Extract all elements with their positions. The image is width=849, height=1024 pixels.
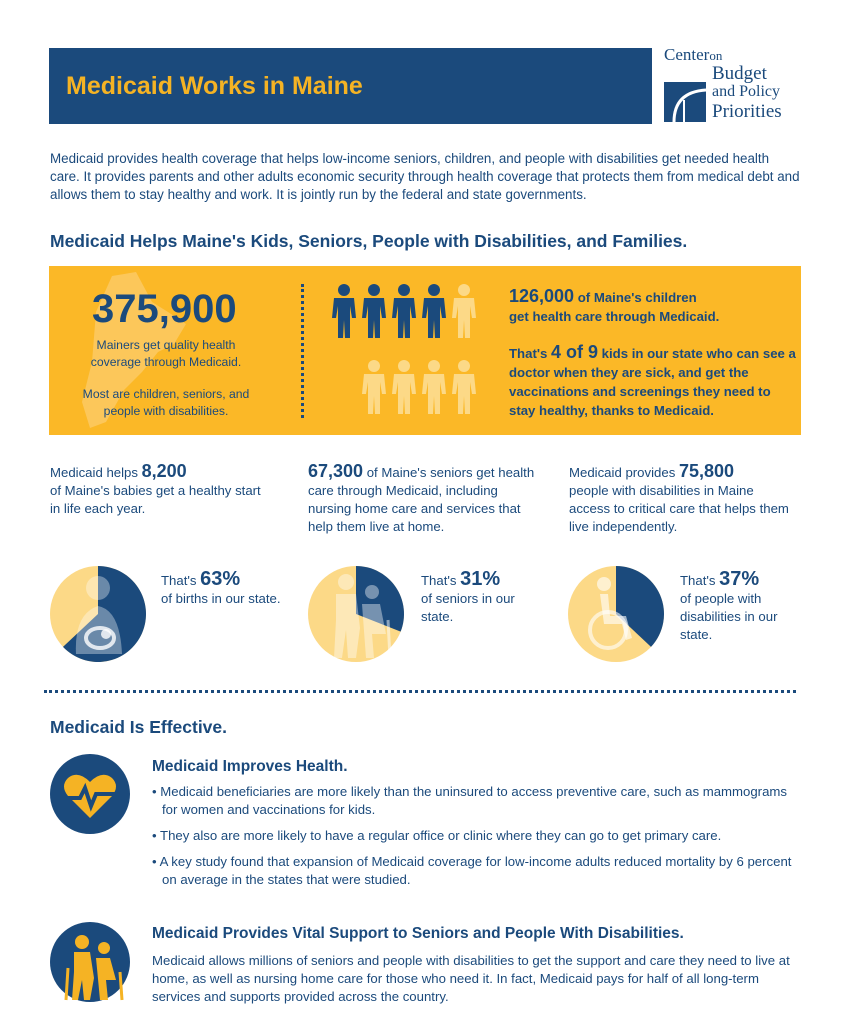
logo-line-1: Centeron (664, 45, 723, 64)
babies-number: 8,200 (141, 461, 187, 481)
disabilities-number: 75,800 (678, 461, 735, 481)
mother-baby-icon (66, 574, 130, 658)
children-number: 126,000 (509, 286, 575, 306)
page-title: Medicaid Works in Maine (66, 72, 363, 100)
child-figure-icon (332, 284, 356, 338)
child-figure-icon (452, 284, 476, 338)
seniors-text: 67,300 of Maine's seniors get health care through Medicaid, including nursing home care and services that help them live at home. (308, 461, 535, 534)
children-figures (328, 284, 480, 418)
babies-text: Medicaid helps 8,200 of Maine's babies get a healthy start in life each year. (50, 461, 261, 516)
heart-pulse-icon (50, 754, 130, 834)
disabilities-percent: 37% (719, 568, 760, 590)
logo-swirl-icon (664, 82, 706, 122)
section-heading-helps: Medicaid Helps Maine's Kids, Seniors, People with Disabilities, and Families. (50, 231, 688, 251)
child-figure-icon (422, 360, 446, 414)
disabilities-share-text: That's 37% of people with disabilities in our state. (680, 568, 778, 642)
children-fraction: 4 of 9 (550, 342, 598, 362)
children-headline: 126,000 of Maine's children get health care through Medicaid. (509, 286, 720, 324)
seniors-percent: 31% (460, 568, 501, 590)
logo-line-3: and Policy (712, 83, 780, 100)
disabilities-text: Medicaid provides 75,800 people with disabilities in Maine access to critical care that helps them live independently. (569, 461, 789, 534)
health-bullet: • Medicaid beneficiaries are more likely than the uninsured to access preventive care, such as mammograms for women and vaccinations for kids. (152, 783, 792, 819)
health-bullet: • They also are more likely to have a regular office or clinic where they can go to get primary care. (152, 827, 792, 845)
births-percent: 63% (200, 568, 241, 590)
enrollment-composition-text: Most are children, seniors, and people with disabilities. (82, 387, 250, 418)
seniors-number: 67,300 (308, 461, 364, 481)
elderly-couple-icon (50, 922, 130, 1002)
logo-line-2: Budget (712, 63, 767, 84)
total-enrollment-text: Mainers get quality health coverage through Medicaid. (90, 338, 242, 369)
panel-divider (301, 284, 304, 418)
child-figure-icon (422, 284, 446, 338)
child-figure-icon (452, 360, 476, 414)
wheelchair-icon (582, 576, 642, 656)
support-heading: Medicaid Provides Vital Support to Seniors and People With Disabilities. (152, 925, 684, 942)
health-bullet: • A key study found that expansion of Medicaid coverage for low-income adults reduced mortality by 6 percent on average in the states that were studied. (152, 853, 792, 889)
support-paragraph: Medicaid allows millions of seniors and people with disabilities to get the support and care they need to live at home, as well as nursing home care for those who need it. In fact, Medicaid pays for half of all long-term services and supports provided across the country. (152, 953, 790, 1004)
section-heading-effective: Medicaid Is Effective. (50, 717, 228, 737)
section-divider (44, 690, 796, 693)
health-heading: Medicaid Improves Health. (152, 758, 348, 775)
births-share-text: That's 63% of births in our state. (161, 568, 281, 606)
intro-paragraph: Medicaid provides health coverage that helps low-income seniors, children, and people with disabilities get needed health care. It provides parents and other adults economic security through health coverage that protects them from medical debt and allows them to stay healthy and work. It is jointly run by the federal and state governments. (50, 151, 800, 202)
child-figure-icon (392, 284, 416, 338)
children-detail: That's 4 of 9 kids in our state who can see a doctor when they are sick, and get the vaccinations and screenings they need to stay healthy, thanks to Medicaid. (509, 342, 796, 418)
logo-line-4: Priorities (712, 101, 782, 122)
total-enrollment-number: 375,900 (92, 287, 237, 331)
child-figure-icon (362, 360, 386, 414)
child-figure-icon (392, 360, 416, 414)
cbpp-logo-mark (664, 82, 706, 122)
child-figure-icon (362, 284, 386, 338)
senior-couple-icon (322, 570, 392, 660)
health-bullet-list (152, 783, 792, 897)
seniors-share-text: That's 31% of seniors in our state. (421, 568, 515, 624)
